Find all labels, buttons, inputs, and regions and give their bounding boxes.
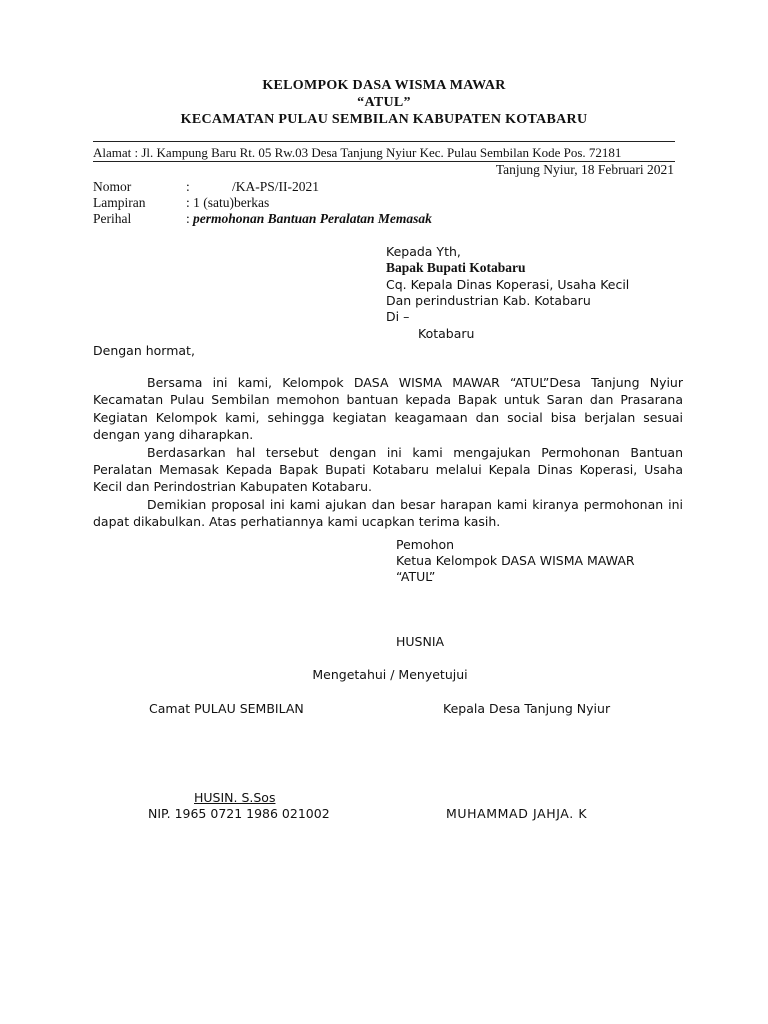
header-rule-top (93, 141, 675, 142)
greeting: Dengan hormat, (93, 343, 195, 358)
signoff-line-3: “ATUL” (396, 569, 436, 584)
recipient-line-2: Bapak Bupati Kotabaru (386, 260, 526, 275)
letterhead-line-3: KECAMATAN PULAU SEMBILAN KABUPATEN KOTABARU (180, 112, 588, 127)
camat-name: HUSIN. S.Sos (194, 790, 276, 805)
body-paragraph-2: Berdasarkan hal tersebut dengan ini kami mengajukan Permohonan Bantuan Peralatan Memasak Kepada Bapak Bupati Kotabaru melalui Kepala Dinas Koperasi, Usaha Kecil dan Perindostrian Kabupaten Kotabaru. (93, 444, 683, 495)
recipient-line-4: Dan perindustrian Kab. Kotabaru (386, 293, 591, 308)
recipient-line-3: Cq. Kepala Dinas Koperasi, Usaha Kecil (386, 277, 630, 292)
letter-body (93, 374, 683, 531)
kepala-desa-name: MUHAMMAD JAHJA. K (446, 806, 588, 821)
address-line: Alamat : Jl. Kampung Baru Rt. 05 Rw.03 Desa Tanjung Nyiur Kec. Pulau Sembilan Kode Pos. 72181 (93, 145, 622, 160)
recipient-line-5: Di – (386, 309, 410, 324)
signoff-line-2: Ketua Kelompok DASA WISMA MAWAR (396, 553, 635, 568)
lampiran-value: : 1 (satu)berkas (186, 195, 270, 210)
body-paragraph-1: Bersama ini kami, Kelompok DASA WISMA MAWAR “ATUL”Desa Tanjung Nyiur Kecamatan Pulau Sembilan memohon bantuan kepada Bapak untuk Saran dan Prasarana Kegiatan Kelompok kami, sehingga kegiatan keagamaan dan social bisa berjalan sesuai dengan yang diharapkan. (93, 375, 683, 443)
perihal-value: permohonan Bantuan Peralatan Memasak (193, 211, 432, 226)
letterhead-line-1: KELOMPOK DASA WISMA MAWAR (262, 78, 506, 93)
kepala-desa-title: Kepala Desa Tanjung Nyiur (443, 701, 611, 716)
nomor-label: Nomor (93, 179, 132, 194)
letter-date: Tanjung Nyiur, 18 Februari 2021 (495, 162, 674, 177)
camat-title: Camat PULAU SEMBILAN (149, 701, 304, 716)
perihal-label: Perihal (93, 211, 132, 226)
signoff-line-1: Pemohon (396, 537, 455, 552)
camat-nip: NIP. 1965 0721 1986 021002 (148, 806, 330, 821)
approval-title: Mengetahui / Menyetujui (312, 667, 468, 682)
recipient-line-6: Kotabaru (418, 326, 475, 341)
body-paragraph-3: Demikian proposal ini kami ajukan dan besar harapan kami kiranya permohonan ini dapat dikabulkan. Atas perhatiannya kami ucapkan terima kasih. (93, 496, 683, 530)
nomor-colon: : (186, 179, 190, 194)
perihal-colon: : (186, 211, 190, 226)
recipient-line-1: Kepada Yth, (386, 244, 461, 259)
nomor-value: /KA-PS/II-2021 (232, 179, 319, 194)
lampiran-label: Lampiran (93, 195, 146, 210)
letterhead-line-2: “ATUL” (357, 95, 411, 110)
signoff-name: HUSNIA (396, 634, 445, 649)
